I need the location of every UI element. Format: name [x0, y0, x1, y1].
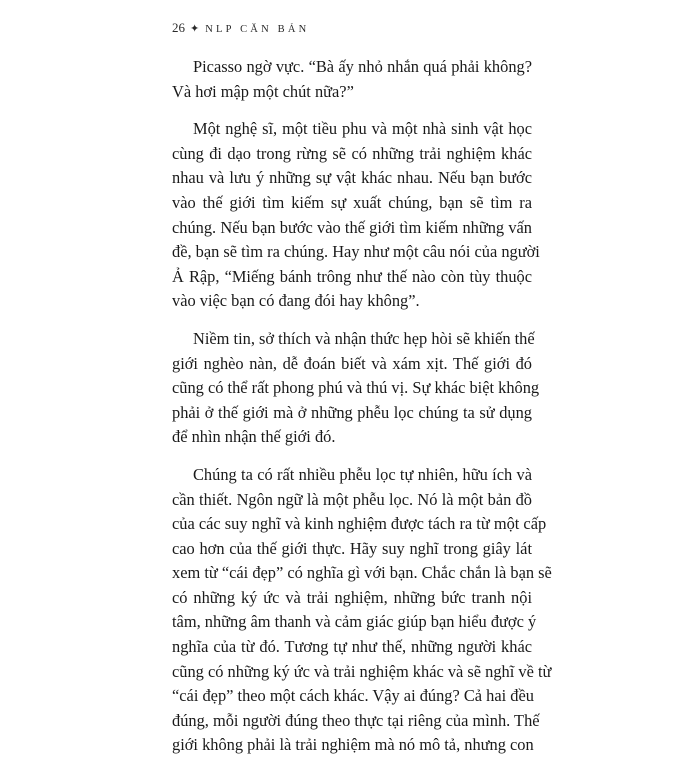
text-line: Picasso ngờ vực. “Bà ấy nhỏ nhắn quá phải không?	[193, 57, 532, 76]
paragraph-4	[172, 463, 552, 758]
text-line: giới không phải là trải nghiệm mà nó mô tả, nhưng con	[172, 735, 534, 755]
body-text	[172, 55, 552, 771]
text-line: cùng đi dạo trong rừng sẽ có những trải nghiệm khác	[172, 143, 532, 163]
page-number: 26	[172, 20, 185, 35]
text-line: vào việc bạn có đang đói hay không”.	[172, 291, 420, 311]
text-line: đúng, mỗi người đúng theo thực tại riêng của mình. Thế	[172, 710, 540, 730]
text-line: Chúng ta có rất nhiều phễu lọc tự nhiên, hữu ích và	[193, 464, 532, 484]
text-line: cũng có thể rất phong phú và thú vị. Sự khác biệt không	[172, 378, 540, 398]
paragraph-1	[172, 55, 532, 104]
text-line: tâm, những âm thanh và cảm giác giúp bạn hiểu được ý	[172, 612, 537, 632]
paragraph-2	[172, 117, 540, 314]
text-line: cao hơn của thế giới thực. Hãy suy nghĩ trong giây lát	[172, 538, 532, 558]
text-line: cần thiết. Ngôn ngữ là một phễu lọc. Nó là một bản đồ	[172, 489, 532, 509]
text-line: nhau và lưu ý những sự vật khác nhau. Nếu bạn bước	[172, 168, 532, 188]
text-line: phải ở thế giới mà ở những phễu lọc chúng ta sử dụng	[172, 402, 532, 422]
text-line: có những ký ức và trải nghiệm, những bức tranh nội	[172, 587, 532, 607]
text-line: Một nghệ sĩ, một tiều phu và một nhà sinh vật học	[193, 119, 532, 139]
text-line: của các suy nghĩ và kinh nghiệm được tách ra từ một cấp	[172, 514, 547, 534]
text-line: xem từ “cái đẹp” có nghĩa gì với bạn. Chắc chắn là bạn sẽ	[172, 563, 552, 583]
text-line: chúng. Nếu bạn bước vào thế giới tìm kiếm những vấn	[172, 217, 532, 237]
text-line: cũng có những ký ức và trải nghiệm khác và sẽ nghĩ về từ	[172, 661, 552, 681]
paragraph-3	[172, 327, 540, 450]
text-line: vào thế giới tìm kiếm sự xuất chúng, bạn sẽ tìm ra	[172, 192, 532, 212]
running-head	[172, 20, 309, 36]
text-line: giới nghèo nàn, dễ đoán biết và xám xịt. Thế giới đó	[172, 353, 532, 373]
text-line: để nhìn nhận thế giới đó.	[172, 427, 336, 447]
text-line: Ả Rập, “Miếng bánh trông như thế nào còn tùy thuộc	[172, 266, 532, 286]
text-line: Và hơi mập một chút nữa?”	[172, 81, 354, 101]
separator-ornament-icon: ✦	[190, 23, 200, 35]
text-line: “cái đẹp” theo một cách khác. Vậy ai đúng? Cả hai đều	[172, 686, 534, 706]
book-title: NLP CĂN BẢN	[205, 24, 310, 35]
text-line: đề, bạn sẽ tìm ra chúng. Hay như một câu nói của người	[172, 242, 540, 262]
text-line: nghĩa của từ đó. Tương tự như thế, những người khác	[172, 637, 532, 657]
text-line: Niềm tin, sở thích và nhận thức hẹp hòi sẽ khiến thế	[193, 328, 535, 348]
